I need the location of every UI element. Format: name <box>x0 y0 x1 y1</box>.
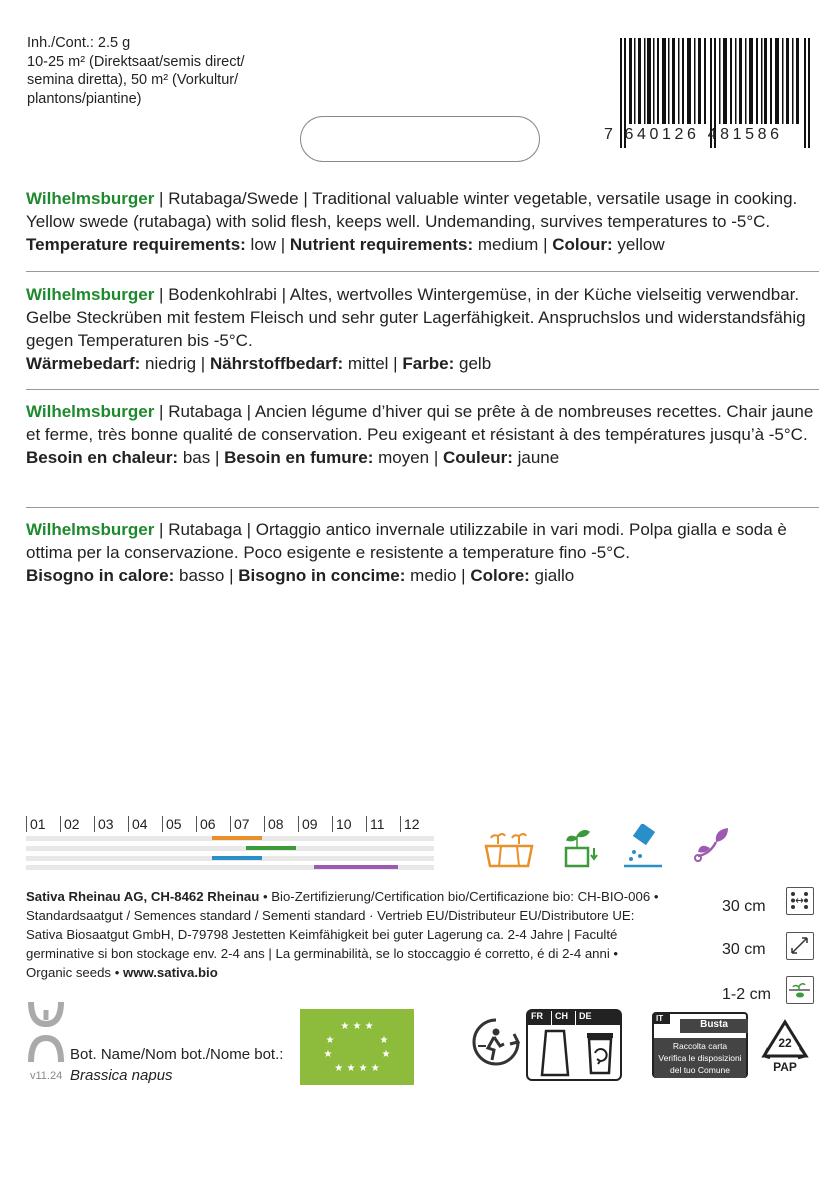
svg-text:★ ★ ★ ★: ★ ★ ★ ★ <box>334 1063 380 1074</box>
divider <box>26 389 819 390</box>
requirement-value: bas | <box>178 448 225 467</box>
pap-recycling-icon <box>760 1018 810 1078</box>
label-window <box>300 116 540 162</box>
paper-bag-icon <box>540 1029 570 1077</box>
requirement-label: Wärmebedarf: <box>26 354 141 373</box>
requirement-label: Farbe: <box>402 354 455 373</box>
content-line: 10-25 m² (Direktsaat/semis direct/ <box>27 53 245 70</box>
busta-text: Raccolta carta <box>672 1041 728 1051</box>
busta-text: del tuo Comune <box>669 1065 730 1075</box>
version-label: v11.24 <box>30 1070 63 1082</box>
country-code: DE <box>579 1011 592 1021</box>
busta-text: Verifica le disposizioni <box>658 1053 742 1063</box>
month-label: 01 <box>26 816 56 832</box>
variety-name: Wilhelmsburger <box>26 520 155 539</box>
variety-name: Wilhelmsburger <box>26 402 155 421</box>
svg-text:★ ★ ★: ★ ★ ★ <box>340 1021 374 1032</box>
requirement-value: jaune <box>512 448 560 467</box>
calendar-row-sowing <box>26 836 434 841</box>
month-label: 05 <box>162 816 192 832</box>
italy-label-box <box>652 1012 748 1078</box>
direct-sowing-icon <box>560 826 600 868</box>
svg-text:★: ★ <box>381 1049 391 1060</box>
requirement-value: giallo <box>529 566 575 585</box>
plant-spacing-value: 30 cm <box>722 941 766 958</box>
requirement-label: Couleur: <box>442 448 513 467</box>
busta-label: Busta <box>680 1019 748 1033</box>
pap-label: PAP <box>773 1060 797 1074</box>
month-label: 07 <box>230 816 260 832</box>
country-code: FR <box>528 1011 552 1025</box>
requirement-label: Colore: <box>470 566 530 585</box>
description-de <box>26 283 821 375</box>
triman-recycling-icon <box>470 1016 522 1070</box>
svg-text:★: ★ <box>379 1035 389 1046</box>
svg-text:★: ★ <box>323 1049 333 1060</box>
requirement-label: Bisogno in concime: <box>238 566 406 585</box>
variety-name: Wilhelmsburger <box>26 285 155 304</box>
botanical-label: Bot. Name/Nom bot./Nome bot.: <box>70 1046 284 1063</box>
country-code: CH <box>552 1011 576 1025</box>
requirement-label: Nährstoffbedarf: <box>209 354 344 373</box>
requirement-label: Colour: <box>552 235 613 254</box>
company-info <box>26 887 666 982</box>
requirement-value: yellow <box>612 235 665 254</box>
month-label: 10 <box>332 816 362 832</box>
content-line: semina diretta), 50 m² (Vorkultur/ <box>27 72 239 88</box>
description-en <box>26 187 821 256</box>
pap-code: 22 <box>778 1036 792 1050</box>
recycling-bin-icon <box>584 1029 616 1077</box>
month-label: 12 <box>400 816 430 832</box>
month-label: 03 <box>94 816 124 832</box>
requirement-value: basso | <box>174 566 239 585</box>
transplant-bar <box>212 856 262 860</box>
month-label: 04 <box>128 816 158 832</box>
transplant-icon <box>622 824 664 868</box>
content-info <box>27 34 267 108</box>
sorting-info-box <box>526 1009 622 1081</box>
barcode-number: 7 640126 481586 <box>604 126 783 143</box>
month-label: 11 <box>366 816 396 832</box>
plant-spacing-icon <box>786 932 814 960</box>
description-text: | Rutabaga/Swede | Traditional valuable winter vegetable, versatile usage in cooking. Yellow swede (rutabaga) with solid flesh, keeps well. Undemanding, survives temperatures to -5°C. <box>26 189 798 231</box>
calendar-row-harvest <box>26 865 434 870</box>
direct-sowing-bar <box>246 846 296 850</box>
month-label: 02 <box>60 816 90 832</box>
requirement-value: medium | <box>473 235 553 254</box>
website-link[interactable]: www.sativa.bio <box>122 965 218 980</box>
requirement-value: medio | <box>405 566 471 585</box>
divider <box>26 271 819 272</box>
month-scale <box>26 816 434 834</box>
requirement-value: low | <box>245 235 290 254</box>
variety-name: Wilhelmsburger <box>26 189 155 208</box>
eu-organic-logo <box>300 1009 414 1085</box>
content-line: Inh./Cont.: 2.5 g <box>27 35 131 51</box>
svg-text:★: ★ <box>325 1035 335 1046</box>
sowing-depth-value: 1-2 cm <box>722 986 771 1003</box>
month-label: 09 <box>298 816 328 832</box>
requirement-value: moyen | <box>373 448 443 467</box>
harvest-icon <box>692 824 734 866</box>
seed-tray-icon <box>484 828 534 868</box>
requirement-label: Besoin en chaleur: <box>26 448 179 467</box>
sativa-logo-icon <box>28 1000 64 1066</box>
company-name: Sativa Rheinau AG, CH-8462 Rheinau <box>26 889 260 904</box>
calendar-row-transplant <box>26 856 434 861</box>
content-line: plantons/piantine) <box>27 90 142 107</box>
description-fr <box>26 400 821 469</box>
italy-code: IT <box>654 1014 670 1024</box>
description-text: | Rutabaga | Ancien légume d’hiver qui se prête à de nombreuses recettes. Chair jaune et ferme, très bonne qualité de conservation. Peu exigeant et résistant à des températures jusqu’à -5°C. <box>26 402 814 444</box>
certification-text: • Bio-Zertifizierung/Certification bio/Certificazione bio: CH-BIO-006 • Standardsaatgut / Semences standard / Sementi standard · Vertrieb EU/Distributeur EU/Distributore UE: Sativa Biosaatgut GmbH, D-79798 Jestetten Keimfähigkeit bei guter Lagerung ca. 2-4 Jahre | Faculté germinative si bon stockage env. 2-4 ans | La germinabilità, se lo stoccaggio é corretto, é di 2-4 anni • Organic seeds • <box>26 889 659 980</box>
requirement-value: gelb <box>454 354 492 373</box>
requirement-label: Besoin en fumure: <box>224 448 374 467</box>
requirement-value: mittel | <box>343 354 403 373</box>
botanical-name <box>70 1044 283 1086</box>
divider <box>26 507 819 508</box>
row-spacing-value: 30 cm <box>722 898 766 915</box>
description-it <box>26 518 821 587</box>
requirement-value: niedrig | <box>140 354 210 373</box>
description-text: | Bodenkohlrabi | Altes, wertvolles Wintergemüse, in der Küche vielseitig verwendbar. Gelbe Steckrüben mit festem Fleisch und sehr guter Lagerfähigkeit. Anspruchslos und widerstandsfähig gegen Temperaturen bis -5°C. <box>26 285 806 350</box>
requirement-label: Temperature requirements: <box>26 235 246 254</box>
row-spacing-icon <box>786 887 814 915</box>
sowing-depth-icon <box>786 976 814 1004</box>
sowing-period-bar <box>212 836 262 840</box>
requirement-label: Nutrient requirements: <box>289 235 474 254</box>
month-label: 06 <box>196 816 226 832</box>
botanical-value: Brassica napus <box>70 1067 173 1084</box>
harvest-bar <box>314 865 398 869</box>
calendar-row-direct <box>26 846 434 851</box>
description-text: | Rutabaga | Ortaggio antico invernale utilizzabile in vari modi. Polpa gialla e soda è ottima per la conservazione. Poco esigente e resistente a temperature fino -5°C. <box>26 520 787 562</box>
month-label: 08 <box>264 816 294 832</box>
requirement-label: Bisogno in calore: <box>26 566 175 585</box>
